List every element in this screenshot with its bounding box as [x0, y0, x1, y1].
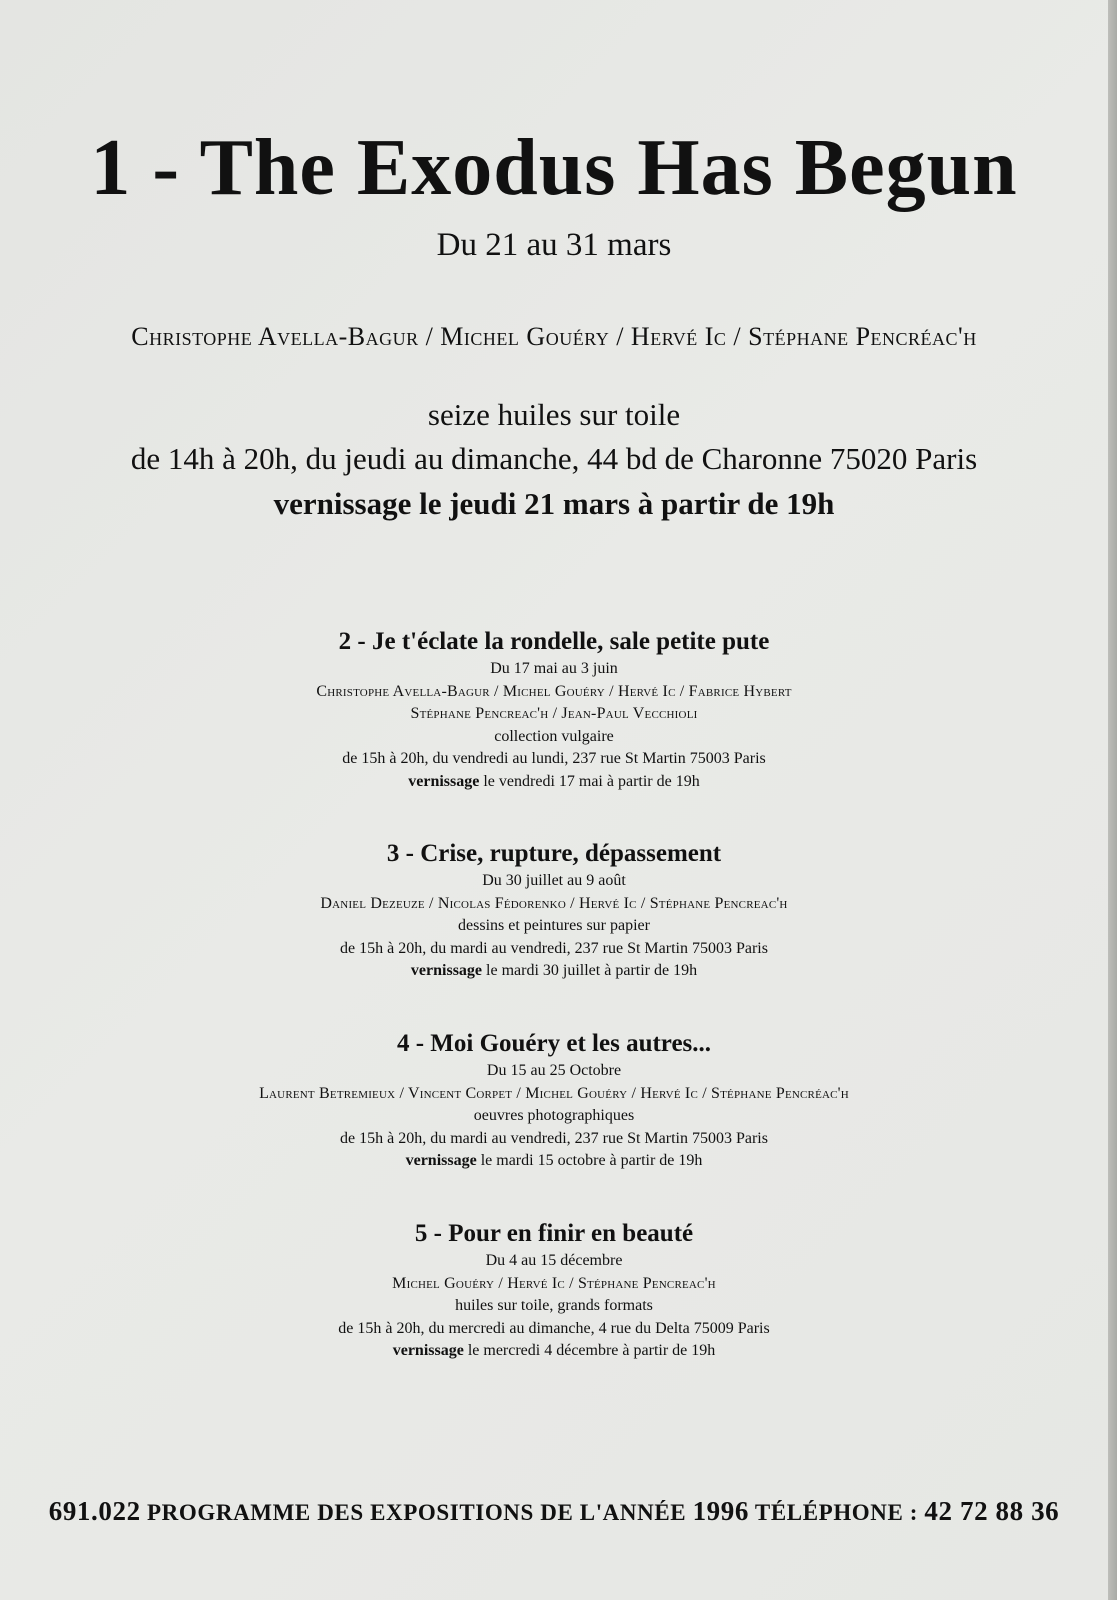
opening-label: vernissage	[410, 962, 483, 979]
exhibition-artists: Daniel Dezeuze / Nicolas Fédorenko / Hervé Ic / Stéphane Pencreac'h	[320, 894, 788, 912]
exhibition-opening	[0, 771, 1108, 794]
opening-label: vernissage	[392, 1342, 464, 1359]
exhibition-block	[0, 1028, 1108, 1173]
exhibition-hours: de 15h à 20h, du vendredi au lundi, 237 rue St Martin 75003 Paris	[342, 750, 766, 767]
main-exhibition-hours: de 14h à 20h, du jeudi au dimanche, 44 bd de Charonne 75020 Paris	[130, 441, 978, 476]
exhibition-artists-continued: Stéphane Pencreac'h / Jean-Paul Vecchioli	[410, 705, 698, 722]
footer-code: 691.022	[48, 1496, 141, 1526]
exhibition-dates: Du 17 mai au 3 juin	[490, 660, 618, 677]
exhibition-hours: de 15h à 20h, du mardi au vendredi, 237 rue St Martin 75003 Paris	[340, 939, 768, 957]
exhibition-medium: huiles sur toile, grands formats	[455, 1297, 653, 1314]
opening-text: le mardi 30 juillet à partir de 19h	[482, 962, 698, 979]
exhibition-block	[0, 1218, 1108, 1363]
exhibition-block	[0, 838, 1108, 983]
footer-phone-label: TÉLÉPHONE :	[754, 1500, 919, 1525]
footer-phone: 42 72 88 36	[924, 1496, 1060, 1526]
opening-text: le vendredi 17 mai à partir de 19h	[479, 772, 700, 790]
opening-label: vernissage	[408, 772, 480, 790]
exhibition-title: 3 - Crise, rupture, dépassement	[386, 840, 722, 867]
exhibition-dates: Du 15 au 25 Octobre	[486, 1062, 622, 1079]
exhibition-hours: de 15h à 20h, du mercredi au dimanche, 4 rue du Delta 75009 Paris	[338, 1319, 770, 1337]
main-exhibition-opening: vernissage le jeudi 21 mars à partir de 19h	[273, 486, 835, 521]
exhibition-block	[0, 626, 1108, 793]
footer-year: 1996	[692, 1496, 749, 1526]
exhibition-opening	[0, 960, 1108, 983]
opening-label: vernissage	[405, 1152, 477, 1169]
paper-edge-shadow	[1108, 0, 1117, 1600]
main-exhibition-dates: Du 21 au 31 mars	[436, 227, 672, 263]
exhibition-opening	[0, 1340, 1108, 1363]
exhibition-medium: oeuvres photographiques	[473, 1107, 635, 1124]
exhibition-medium: collection vulgaire	[494, 727, 614, 745]
exhibition-artists: Laurent Betremieux / Vincent Corpet / Michel Gouéry / Hervé Ic / Stéphane Pencréac'h	[259, 1084, 849, 1102]
footer-text: PROGRAMME DES EXPOSITIONS DE L'ANNÉE	[147, 1500, 687, 1525]
main-exhibition-title: 1 - The Exodus Has Begun	[90, 124, 1018, 212]
opening-text: le mercredi 4 décembre à partir de 19h	[463, 1342, 716, 1359]
opening-text: le mardi 15 octobre à partir de 19h	[476, 1152, 703, 1169]
footer	[0, 1496, 1108, 1527]
exhibition-title: 4 - Moi Gouéry et les autres...	[396, 1030, 712, 1057]
exhibition-opening	[0, 1150, 1108, 1173]
exhibition-dates: Du 30 juillet au 9 août	[482, 872, 626, 889]
exhibition-dates: Du 4 au 15 décembre	[485, 1252, 623, 1269]
exhibition-medium: dessins et peintures sur papier	[458, 917, 650, 934]
exhibition-hours: de 15h à 20h, du mardi au vendredi, 237 rue St Martin 75003 Paris	[340, 1129, 768, 1147]
exhibition-title: 2 - Je t'éclate la rondelle, sale petite pute	[338, 628, 770, 655]
main-exhibition-medium: seize huiles sur toile	[427, 397, 681, 432]
main-exhibition-artists: Christophe Avella-Bagur / Michel Gouéry / Hervé Ic / Stéphane Pencréac'h	[131, 322, 977, 351]
exhibition-title: 5 - Pour en finir en beauté	[414, 1220, 694, 1247]
exhibition-artists: Christophe Avella-Bagur / Michel Gouéry / Hervé Ic / Fabrice Hybert	[316, 682, 792, 700]
exhibition-artists: Michel Gouéry / Hervé Ic / Stéphane Pencreac'h	[392, 1274, 716, 1292]
